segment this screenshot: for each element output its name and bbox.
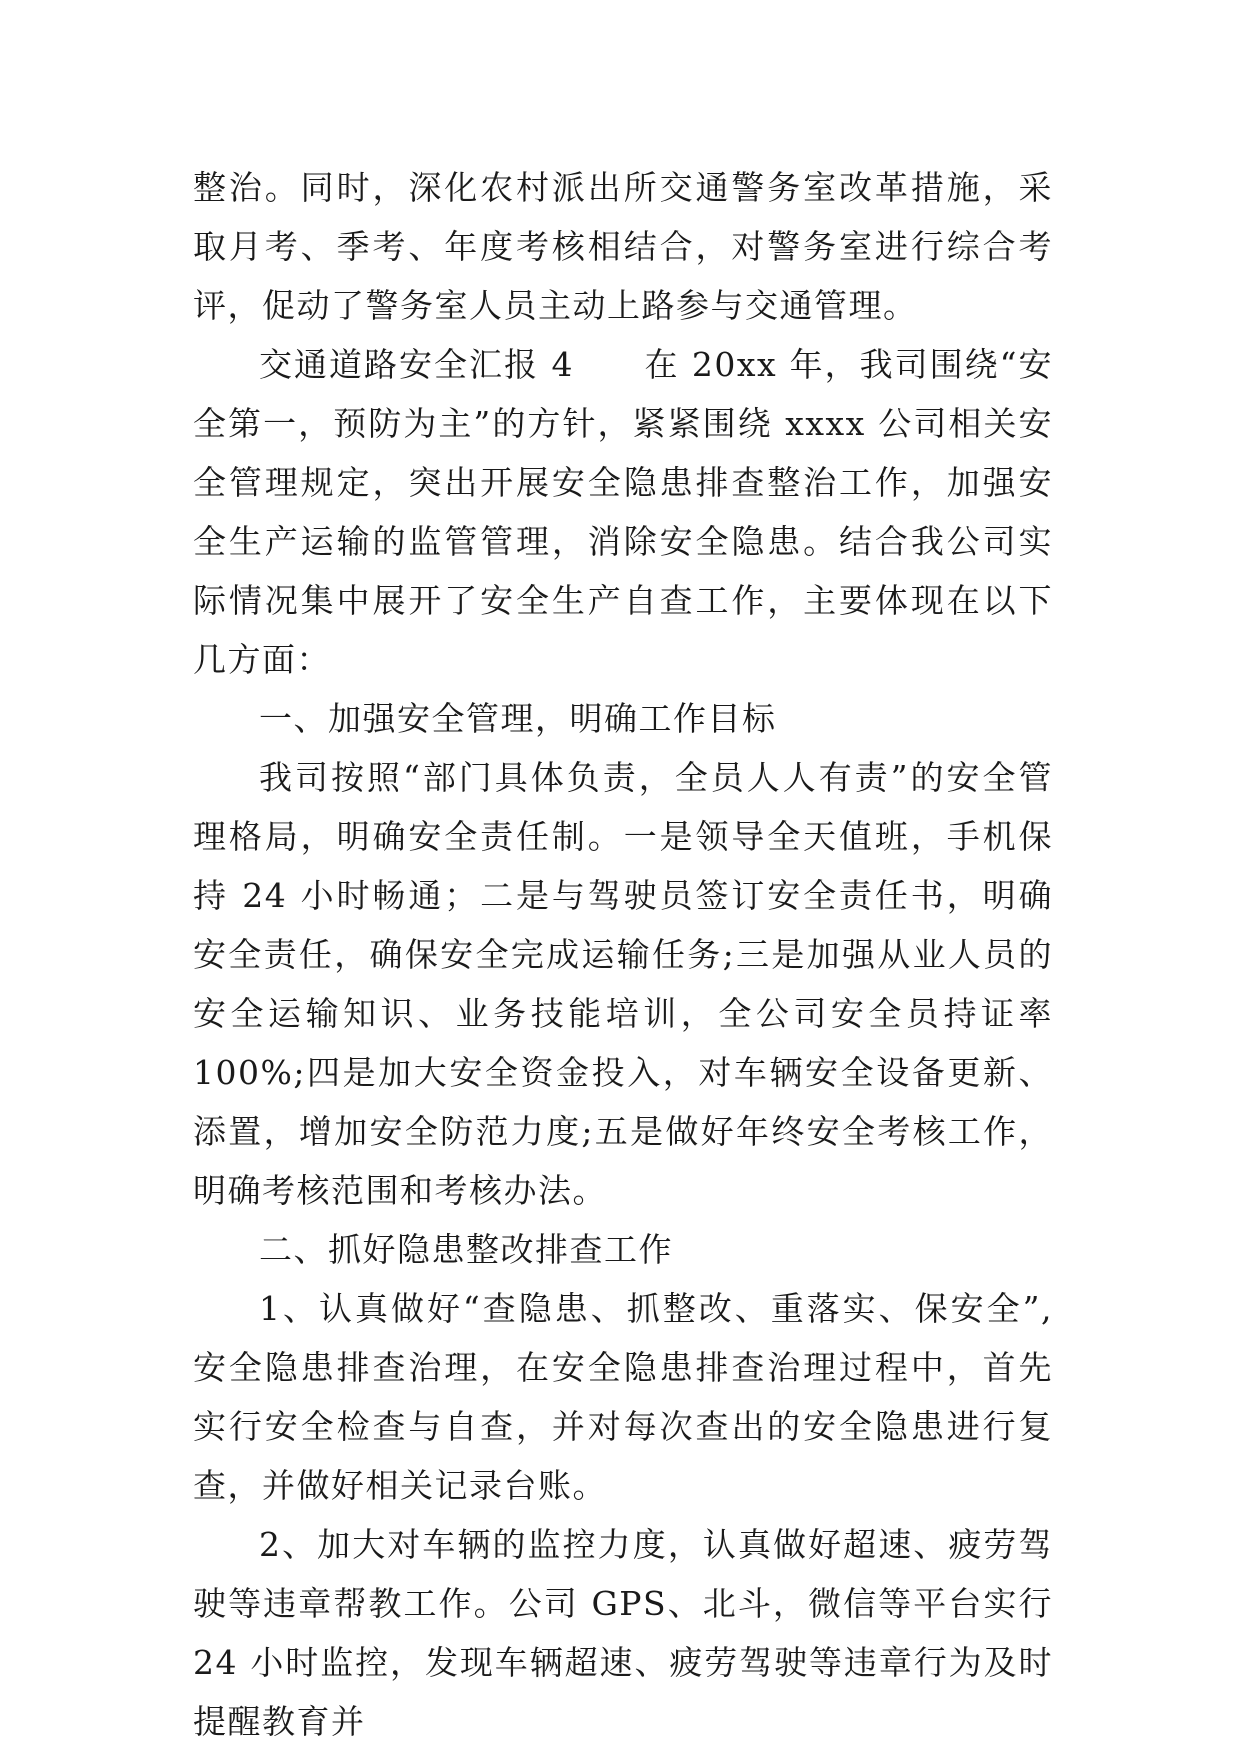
section-heading-1: 一、加强安全管理，明确工作目标 — [259, 699, 777, 738]
paragraph-report-intro: 交通道路安全汇报 4 在 20xx 年，我司围绕“安全第一，预防为主”的方针，紧紧围绕 xxxx 公司相关安全管理规定，突出开展安全隐患排查整治工作，加强安全生产运输的监管管理，消除安全隐患。结合我公司实际情况集中展开了安全生产自查工作，主要体现在以下几方面： — [193, 345, 1053, 679]
section-heading-2: 二、抓好隐患整改排查工作 — [259, 1230, 673, 1269]
paragraph-item-2: 2、加大对车辆的监控力度，认真做好超速、疲劳驾驶等违章帮教工作。公司 GPS、北斗，微信等平台实行 24 小时监控，发现车辆超速、疲劳驾驶等违章行为及时提醒教育并 — [193, 1525, 1053, 1741]
paragraph-safety-management: 我司按照“部门具体负责，全员人人有责”的安全管理格局，明确安全责任制。一是领导全天值班，手机保持 24 小时畅通；二是与驾驶员签订安全责任书，明确安全责任，确保安全完成运输任务;三是加强从业人员的安全运输知识、业务技能培训，全公司安全员持证率 100%;四是加大安全资金投入，对车辆安全设备更新、添置，增加安全防范力度;五是做好年终安全考核工作，明确考核范围和考核办法。 — [193, 758, 1053, 1210]
paragraph-item-1: 1、认真做好“查隐患、抓整改、重落实、保安全”,安全隐患排查治理，在安全隐患排查治理过程中，首先实行安全检查与自查，并对每次查出的安全隐患进行复查，并做好相关记录台账。 — [193, 1289, 1053, 1505]
paragraph-continuation: 整治。同时，深化农村派出所交通警务室改革措施，采取月考、季考、年度考核相结合，对警务室进行综合考评，促动了警务室人员主动上路参与交通管理。 — [193, 168, 1053, 325]
document-body — [193, 158, 1053, 1751]
